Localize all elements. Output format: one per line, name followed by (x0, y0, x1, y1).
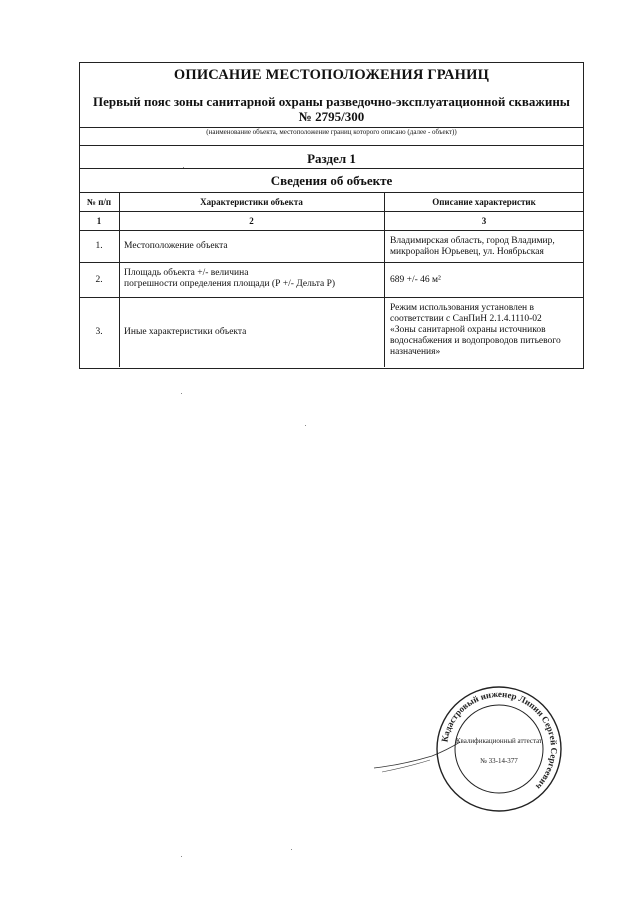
row-2-characteristic-line: погрешности определения площади (Р +/- Дельта Р) (124, 279, 336, 289)
row-1-description-line: Владимирская область, город Владимир, (390, 236, 555, 246)
header-num: № п/п (86, 197, 112, 207)
subtitle-line-2: № 2795/300 (298, 109, 365, 124)
row-3-description-line: Режим использования установлен в (390, 303, 534, 313)
divider (79, 145, 584, 146)
row-1-characteristic: Местоположение объекта (124, 241, 228, 251)
row-1-description (390, 236, 584, 258)
row-3-characteristic: Иные характеристики объекта (124, 327, 247, 337)
table-rule (79, 211, 584, 212)
section-title: Раздел 1 (307, 151, 356, 166)
subtitle-line-1: Первый пояс зоны санитарной охраны разведочно-эксплуатационной скважины (93, 94, 570, 109)
scan-speck (181, 856, 182, 857)
scan-speck (291, 849, 292, 850)
stamp-number: № 33-14-377 (480, 757, 518, 765)
row-2-characteristic-line: Площадь объекта +/- величина (124, 268, 249, 278)
header-characteristic: Характеристики объекта (200, 197, 303, 207)
document-subtitle (79, 94, 584, 124)
scan-speck (183, 167, 184, 168)
scan-speck (305, 425, 306, 426)
table-rule (79, 230, 584, 231)
table-rule (79, 262, 584, 263)
row-1-num: 1. (95, 241, 103, 251)
stamp-outer-text: Кадастровый инженер Липин Сергей Сергеевич (439, 688, 560, 792)
row-3-description (390, 303, 584, 358)
row-3-description-line: водоснабжения и водопроводов питьевого (390, 336, 561, 346)
naming-note: (наименование объекта, местоположение границ которого описано (далее - объект)) (206, 128, 457, 136)
row-3-description-line: соответствии с СанПиН 2.1.4.1110-02 (390, 314, 542, 324)
row-2-characteristic (124, 268, 382, 290)
stamp-inner-text: Квалификационный аттестат (455, 737, 543, 745)
header-description: Описание характеристик (432, 197, 536, 207)
info-title: Сведения об объекте (270, 173, 393, 188)
table-rule (79, 297, 584, 298)
row-2-description: 689 +/- 46 м² (390, 275, 441, 285)
row-3-description-line: «Зоны санитарной охраны источников (390, 325, 546, 335)
scan-speck (181, 393, 182, 394)
col-number-2: 2 (249, 216, 254, 226)
col-number-3: 3 (481, 216, 487, 226)
row-2-num: 2. (95, 275, 103, 285)
table-top-border (79, 192, 584, 193)
col-number-1: 1 (96, 216, 102, 226)
row-3-num: 3. (95, 327, 103, 337)
row-3-description-line: назначения» (390, 347, 441, 357)
cadastral-engineer-stamp (435, 685, 563, 813)
document-title: ОПИСАНИЕ МЕСТОПОЛОЖЕНИЯ ГРАНИЦ (173, 67, 490, 83)
row-1-description-line: микрорайон Юрьевец, ул. Ноябрьская (390, 247, 544, 257)
divider (79, 168, 584, 169)
